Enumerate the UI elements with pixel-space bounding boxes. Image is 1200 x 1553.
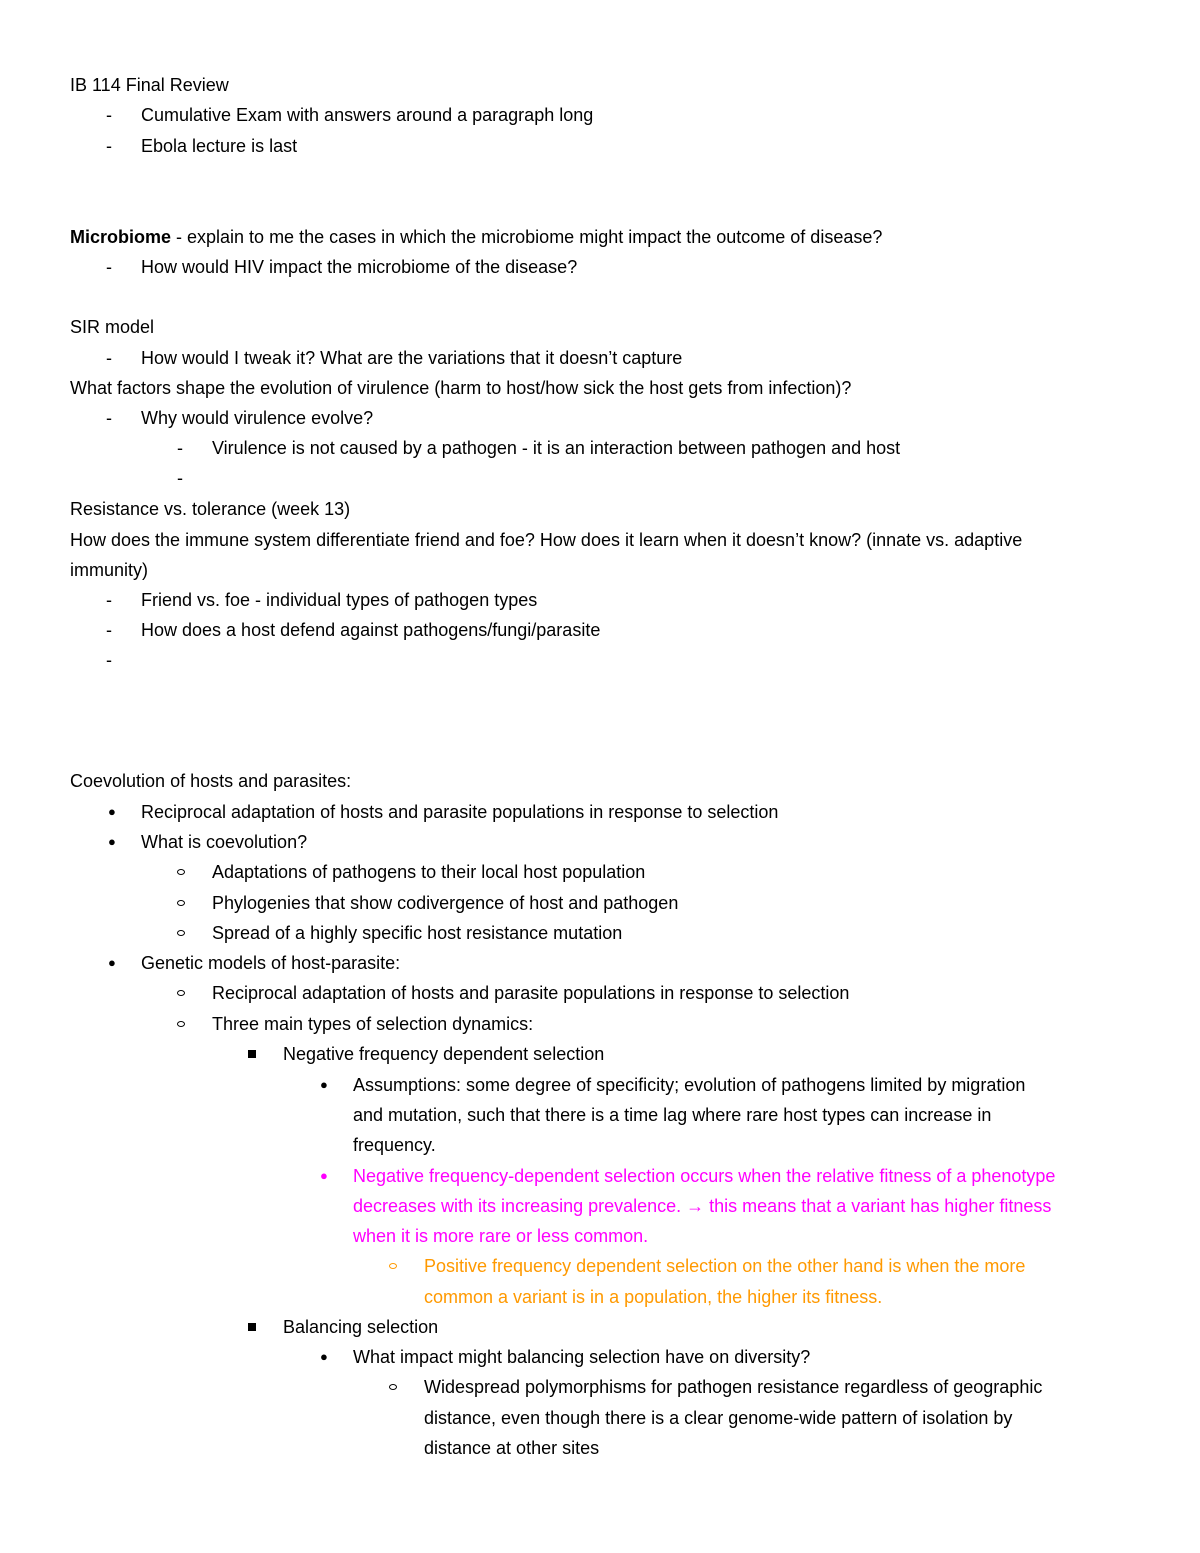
nfds-definition-line: Negative frequency-dependent selection occurs when the relative fitness of a phenotype xyxy=(353,1166,1056,1186)
nfds-assumptions-line: frequency. xyxy=(353,1135,436,1155)
coevolution-subitem: Phylogenies that show codivergence of host and pathogen xyxy=(212,893,679,913)
circle-bullet-icon xyxy=(177,930,185,936)
bullet-icon: ● xyxy=(320,1349,328,1364)
circle-bullet-icon xyxy=(177,990,185,996)
coevolution-bullet: Reciprocal adaptation of hosts and parasite populations in response to selection xyxy=(141,802,779,822)
nfds-heading: Negative frequency dependent selection xyxy=(283,1044,605,1064)
virulence-subsub: Virulence is not caused by a pathogen - it is an interaction between pathogen and host xyxy=(212,438,901,458)
coevolution-subitem: Spread of a highly specific host resistance mutation xyxy=(212,923,623,943)
dash-marker: - xyxy=(106,408,112,428)
document-title: IB 114 Final Review xyxy=(70,75,229,95)
coevolution-bullet: Genetic models of host-parasite: xyxy=(141,953,401,973)
circle-bullet-icon xyxy=(389,1384,397,1390)
square-bullet-icon xyxy=(248,1323,256,1331)
immune-question-line1: How does the immune system differentiate friend and foe? How does it learn when it doesn’t know? (innate vs. adaptive xyxy=(70,530,1023,550)
balancing-question: What impact might balancing selection have on diversity? xyxy=(353,1347,811,1367)
bullet-icon: ● xyxy=(108,804,116,819)
dash-marker: - xyxy=(106,590,112,610)
balancing-answer-line: distance, even though there is a clear genome-wide pattern of isolation by xyxy=(424,1408,1013,1428)
dash-marker: - xyxy=(106,348,112,368)
dash-marker: - xyxy=(106,257,112,277)
pfds-line: common a variant is in a population, the higher its fitness. xyxy=(424,1287,883,1307)
coevolution-subitem: Three main types of selection dynamics: xyxy=(212,1014,534,1034)
nfds-assumptions-line: and mutation, such that there is a time lag where rare host types can increase in xyxy=(353,1105,992,1125)
circle-bullet-icon xyxy=(177,900,185,906)
square-bullet-icon xyxy=(248,1050,256,1058)
microbiome-sub: How would HIV impact the microbiome of the disease? xyxy=(141,257,578,277)
nfds-definition-line: when it is more rare or less common. xyxy=(353,1226,649,1246)
resistance-sub: How does a host defend against pathogens/fungi/parasite xyxy=(141,620,601,640)
immune-question-line2: immunity) xyxy=(70,560,149,580)
virulence-question: What factors shape the evolution of virulence (harm to host/how sick the host gets from infection)? xyxy=(70,378,852,398)
intro-item: Cumulative Exam with answers around a paragraph long xyxy=(141,105,594,125)
resistance-sub: Friend vs. foe - individual types of pathogen types xyxy=(141,590,538,610)
dash-marker: - xyxy=(177,468,183,488)
intro-item: Ebola lecture is last xyxy=(141,136,298,156)
coevolution-bullet: What is coevolution? xyxy=(141,832,308,852)
dash-marker: - xyxy=(106,105,112,125)
bullet-icon: ● xyxy=(108,955,116,970)
sir-sub: How would I tweak it? What are the variations that it doesn’t capture xyxy=(141,348,683,368)
coevolution-subitem: Adaptations of pathogens to their local host population xyxy=(212,862,646,882)
bullet-icon: ● xyxy=(108,834,116,849)
sir-heading: SIR model xyxy=(70,317,155,337)
balancing-heading: Balancing selection xyxy=(283,1317,439,1337)
circle-bullet-icon xyxy=(389,1263,397,1269)
pfds-line: Positive frequency dependent selection on the other hand is when the more xyxy=(424,1256,1026,1276)
circle-bullet-icon xyxy=(177,869,185,875)
nfds-assumptions-line: Assumptions: some degree of specificity; evolution of pathogens limited by migration xyxy=(353,1075,1026,1095)
dash-marker: - xyxy=(106,650,112,670)
coevolution-subitem: Reciprocal adaptation of hosts and parasite populations in response to selection xyxy=(212,983,850,1003)
dash-marker: - xyxy=(106,620,112,640)
nfds-definition-line: decreases with its increasing prevalence. → this means that a variant has higher fitness xyxy=(353,1196,1052,1216)
resistance-heading: Resistance vs. tolerance (week 13) xyxy=(70,499,351,519)
virulence-sub: Why would virulence evolve? xyxy=(141,408,374,428)
bullet-icon: ● xyxy=(320,1077,328,1092)
dash-marker: - xyxy=(177,438,183,458)
circle-bullet-icon xyxy=(177,1021,185,1027)
microbiome-question: - explain to me the cases in which the microbiome might impact the outcome of disease? xyxy=(171,227,883,247)
microbiome-line xyxy=(70,226,882,248)
balancing-answer-line: Widespread polymorphisms for pathogen resistance regardless of geographic xyxy=(424,1377,1043,1397)
dash-marker: - xyxy=(106,136,112,156)
bullet-icon: ● xyxy=(320,1168,328,1183)
microbiome-heading: Microbiome xyxy=(70,227,172,247)
balancing-answer-line: distance at other sites xyxy=(424,1438,600,1458)
coevolution-heading: Coevolution of hosts and parasites: xyxy=(70,771,352,791)
